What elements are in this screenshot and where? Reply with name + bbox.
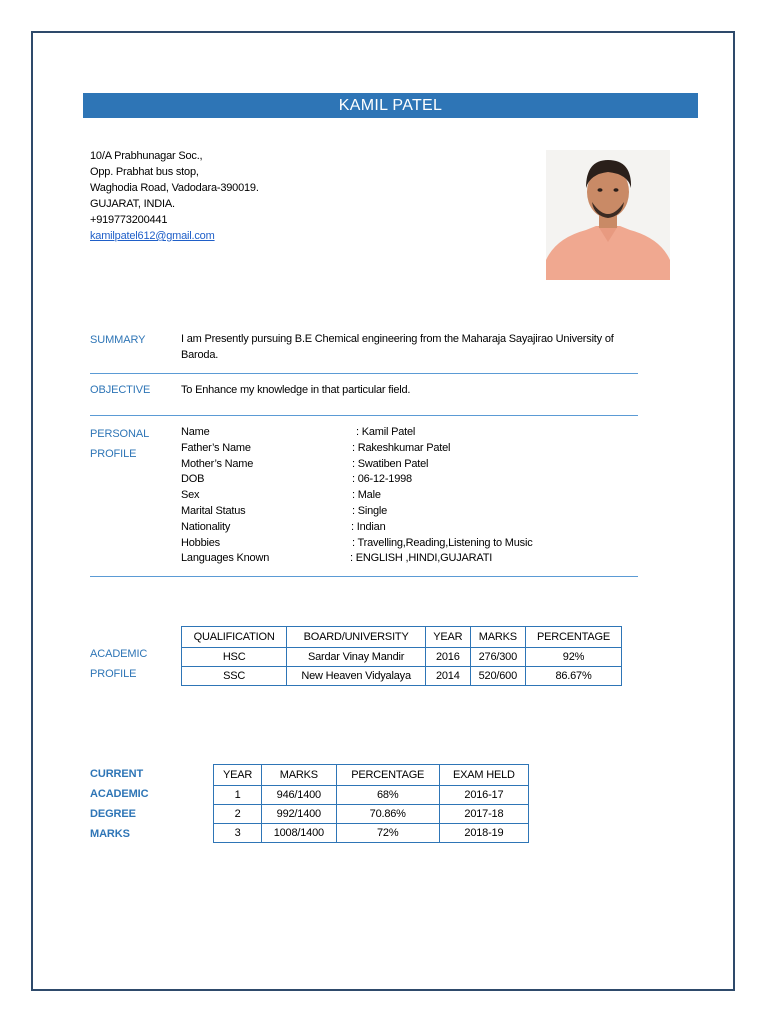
column-header: PERCENTAGE	[336, 765, 439, 786]
degree-label-line: MARKS	[90, 828, 130, 840]
table-cell: 2016	[425, 648, 470, 667]
column-header: YEAR	[214, 765, 262, 786]
personal-label-line: PERSONAL	[90, 428, 150, 440]
contact-address	[90, 148, 259, 244]
profile-value: : Swatiben Patel	[352, 458, 429, 470]
profile-row	[181, 424, 621, 440]
profile-key: Hobbies	[181, 537, 220, 549]
summary-label: SUMMARY	[90, 334, 146, 346]
profile-row	[181, 487, 621, 503]
profile-row	[181, 519, 621, 535]
table-cell: New Heaven Vidyalaya	[287, 667, 426, 686]
table-cell: 68%	[336, 786, 439, 805]
table-cell: 2	[214, 805, 262, 824]
table-cell: 86.67%	[526, 667, 622, 686]
table-row	[214, 786, 529, 805]
profile-row	[181, 535, 621, 551]
table-cell: 1008/1400	[262, 824, 337, 843]
table-cell: 70.86%	[336, 805, 439, 824]
divider	[90, 576, 638, 577]
profile-value: : Travelling,Reading,Listening to Music	[352, 537, 533, 549]
column-header: MARKS	[262, 765, 337, 786]
table-cell: 3	[214, 824, 262, 843]
academic-label-line: PROFILE	[90, 668, 137, 680]
summary-text: I am Presently pursuing B.E Chemical engineering from the Maharaja Sayajirao University of Baroda.	[181, 333, 614, 361]
column-header: YEAR	[425, 627, 470, 648]
table-cell: 2016-17	[439, 786, 528, 805]
degree-label-line: ACADEMIC	[90, 788, 149, 800]
profile-key: Father’s Name	[181, 442, 251, 454]
table-cell: HSC	[182, 648, 287, 667]
academic-table	[181, 626, 622, 686]
profile-value: : Indian	[351, 521, 386, 533]
degree-label-line: CURRENT	[90, 768, 144, 780]
profile-row	[181, 456, 621, 472]
academic-label	[90, 644, 147, 684]
profile-key: Nationality	[181, 521, 231, 533]
profile-key: Marital Status	[181, 505, 246, 517]
table-header-row	[182, 627, 622, 648]
table-cell: 2018-19	[439, 824, 528, 843]
profile-key: Name	[181, 426, 210, 438]
table-cell: 276/300	[470, 648, 525, 667]
name-header: KAMIL PATEL	[83, 93, 698, 118]
profile-row	[181, 550, 621, 566]
profile-key: DOB	[181, 473, 205, 485]
table-cell: 2014	[425, 667, 470, 686]
academic-label-line: ACADEMIC	[90, 648, 148, 660]
table-row	[214, 805, 529, 824]
degree-table	[213, 764, 529, 843]
table-row	[214, 824, 529, 843]
table-cell: SSC	[182, 667, 287, 686]
phone-number: +919773200441	[90, 214, 168, 226]
table-cell: 946/1400	[262, 786, 337, 805]
degree-label	[90, 764, 148, 844]
divider	[90, 373, 638, 374]
objective-text: To Enhance my knowledge in that particular field.	[181, 384, 411, 396]
profile-key: Languages Known	[181, 552, 270, 564]
profile-row	[181, 471, 621, 487]
address-line: Waghodia Road, Vadodara-390019.	[90, 182, 259, 194]
personal-label-line: PROFILE	[90, 448, 137, 460]
table-cell: Sardar Vinay Mandir	[287, 648, 426, 667]
divider	[90, 415, 638, 416]
profile-value: : Male	[352, 489, 381, 501]
column-header: MARKS	[470, 627, 525, 648]
table-row	[182, 648, 622, 667]
table-cell: 520/600	[470, 667, 525, 686]
table-cell: 1	[214, 786, 262, 805]
profile-value: : ENGLISH ,HINDI,GUJARATI	[350, 552, 493, 564]
profile-value: : Rakeshkumar Patel	[352, 442, 451, 454]
column-header: EXAM HELD	[439, 765, 528, 786]
profile-value: : 06-12-1998	[352, 473, 412, 485]
table-header-row	[214, 765, 529, 786]
profile-photo	[546, 150, 670, 280]
column-header: BOARD/UNIVERSITY	[287, 627, 426, 648]
email-link[interactable]: kamilpatel612@gmail.com	[90, 230, 215, 242]
degree-label-line: DEGREE	[90, 808, 136, 820]
personal-label	[90, 424, 149, 464]
profile-row	[181, 503, 621, 519]
table-cell: 92%	[526, 648, 622, 667]
profile-key: Mother’s Name	[181, 458, 254, 470]
profile-key: Sex	[181, 489, 200, 501]
profile-value: : Kamil Patel	[356, 426, 416, 438]
table-row	[182, 667, 622, 686]
address-line: GUJARAT, INDIA.	[90, 198, 175, 210]
person-photo-icon	[546, 150, 670, 280]
objective-label: OBJECTIVE	[90, 384, 151, 396]
table-cell: 2017-18	[439, 805, 528, 824]
column-header: PERCENTAGE	[526, 627, 622, 648]
address-line: Opp. Prabhat bus stop,	[90, 166, 199, 178]
address-line: 10/A Prabhunagar Soc.,	[90, 150, 203, 162]
table-cell: 992/1400	[262, 805, 337, 824]
profile-row	[181, 440, 621, 456]
profile-value: : Single	[352, 505, 388, 517]
column-header: QUALIFICATION	[182, 627, 287, 648]
table-cell: 72%	[336, 824, 439, 843]
